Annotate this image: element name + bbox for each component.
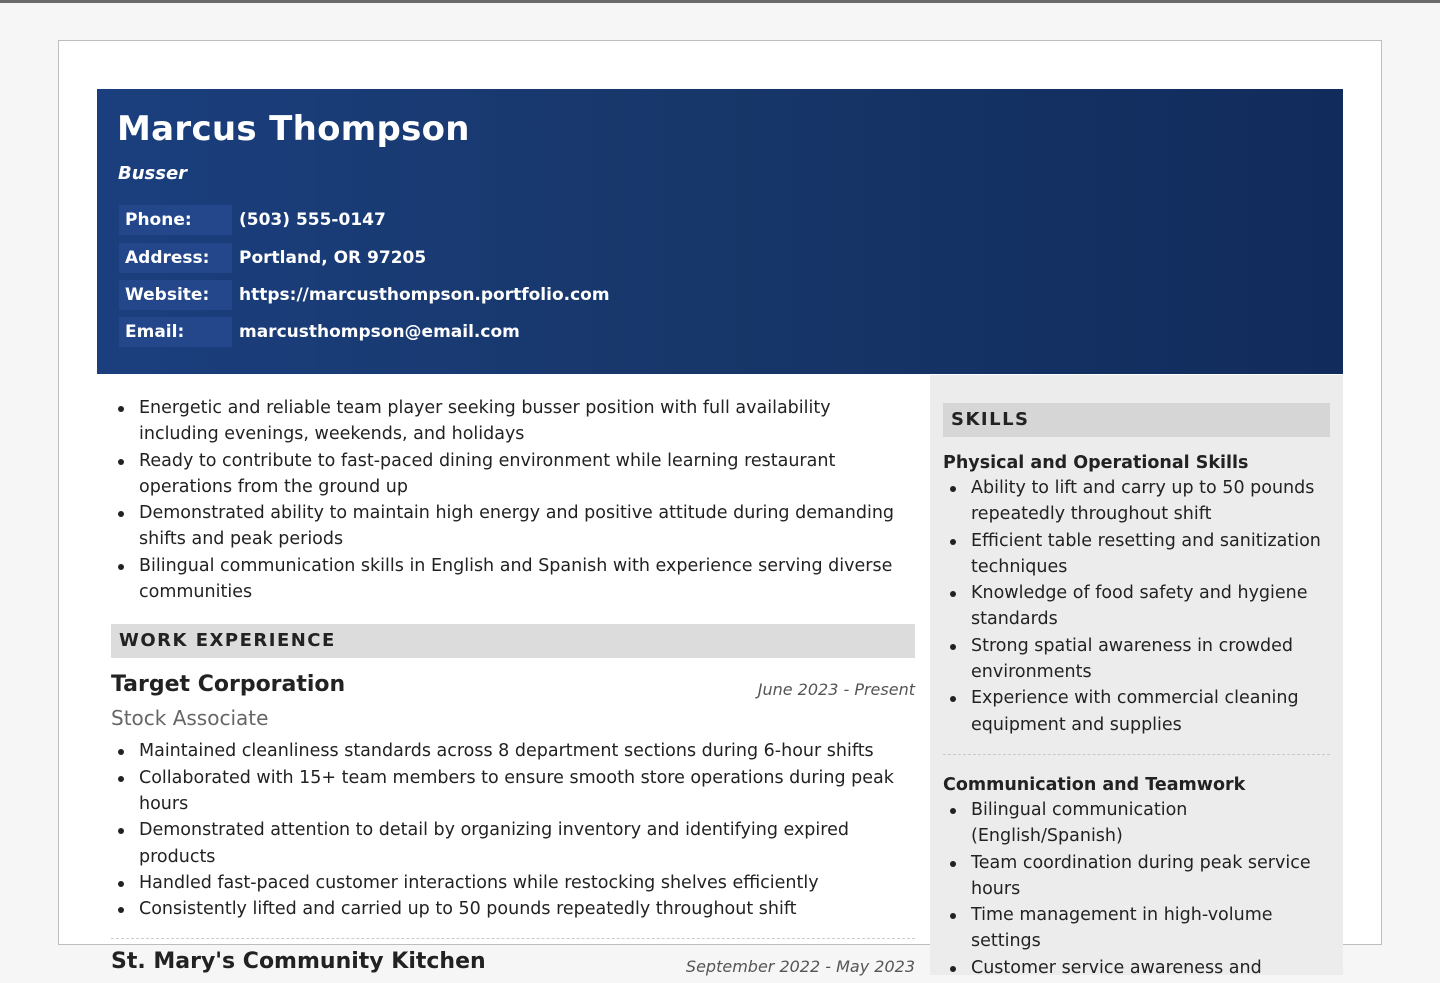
job-role: Stock Associate bbox=[111, 706, 269, 731]
candidate-name: Marcus Thompson bbox=[117, 109, 470, 149]
resume-header bbox=[97, 89, 1343, 374]
skill-item: Strong spatial awareness in crowded environments bbox=[943, 633, 1330, 686]
job-bullet: Maintained cleanliness standards across 8 department sections during 6-hour shifts bbox=[111, 738, 915, 764]
job-dates: September 2022 - May 2023 bbox=[685, 957, 915, 977]
contact-label: Website: bbox=[119, 280, 232, 310]
skill-group-title: Communication and Teamwork bbox=[943, 774, 1246, 795]
contact-value: (503) 555-0147 bbox=[239, 210, 386, 230]
window-top-border bbox=[0, 0, 1440, 3]
company-name: St. Mary's Community Kitchen bbox=[111, 949, 486, 975]
skill-item: Time management in high-volume settings bbox=[943, 902, 1330, 955]
skills-content bbox=[943, 403, 1330, 981]
summary-list bbox=[111, 395, 915, 605]
skill-group-divider bbox=[943, 754, 1330, 755]
summary-item: Bilingual communication skills in English and Spanish with experience serving diverse communities bbox=[111, 553, 915, 606]
job-bullet: Collaborated with 15+ team members to ensure smooth store operations during peak hours bbox=[111, 765, 915, 818]
skill-item: Bilingual communication (English/Spanish) bbox=[943, 797, 1330, 850]
contact-label: Phone: bbox=[119, 205, 232, 235]
email-link[interactable]: marcusthompson@email.com bbox=[239, 322, 520, 342]
contact-label: Email: bbox=[119, 317, 232, 347]
job-bullet: Consistently lifted and carried up to 50 pounds repeatedly throughout shift bbox=[111, 896, 915, 922]
skill-item: Efficient table resetting and sanitization techniques bbox=[943, 528, 1330, 581]
company-name: Target Corporation bbox=[111, 672, 346, 698]
contact-value: Portland, OR 97205 bbox=[239, 248, 427, 268]
skills-sidebar bbox=[930, 375, 1343, 978]
job-bullet: Handled fast-paced customer interactions while restocking shelves efficiently bbox=[111, 870, 915, 896]
contact-website bbox=[119, 280, 610, 310]
job-divider bbox=[111, 938, 915, 939]
skill-list bbox=[943, 475, 1330, 738]
job-entry bbox=[111, 672, 915, 922]
main-column bbox=[111, 395, 915, 983]
skill-item: Customer service awareness and bbox=[943, 955, 1330, 981]
skill-item: Experience with commercial cleaning equipment and supplies bbox=[943, 685, 1330, 738]
summary-item: Demonstrated ability to maintain high energy and positive attitude during demanding shifts and peak periods bbox=[111, 500, 915, 553]
contact-email bbox=[119, 317, 520, 347]
job-header bbox=[111, 672, 915, 706]
contact-label: Address: bbox=[119, 243, 232, 273]
skill-item: Ability to lift and carry up to 50 pounds repeatedly throughout shift bbox=[943, 475, 1330, 528]
skill-group-title: Physical and Operational Skills bbox=[943, 453, 1249, 473]
contact-address bbox=[119, 243, 426, 273]
job-header bbox=[111, 949, 915, 983]
summary-item: Ready to contribute to fast-paced dining environment while learning restaurant operations from the ground up bbox=[111, 448, 915, 501]
resume-page bbox=[58, 40, 1382, 978]
work-experience-heading: WORK EXPERIENCE bbox=[111, 624, 915, 658]
skill-list bbox=[943, 797, 1330, 981]
skills-heading: SKILLS bbox=[943, 403, 1330, 437]
skill-item: Knowledge of food safety and hygiene standards bbox=[943, 580, 1330, 633]
candidate-title: Busser bbox=[118, 163, 188, 184]
contact-phone bbox=[119, 205, 386, 235]
job-entry bbox=[111, 949, 915, 983]
summary-item: Energetic and reliable team player seeking busser position with full availability including evenings, weekends, and holidays bbox=[111, 395, 915, 448]
job-bullets bbox=[111, 738, 915, 922]
website-link[interactable]: https://marcusthompson.portfolio.com bbox=[239, 285, 610, 305]
job-dates: June 2023 - Present bbox=[757, 680, 915, 700]
skill-item: Team coordination during peak service hours bbox=[943, 850, 1330, 903]
job-bullet: Demonstrated attention to detail by organizing inventory and identifying expired products bbox=[111, 817, 915, 870]
